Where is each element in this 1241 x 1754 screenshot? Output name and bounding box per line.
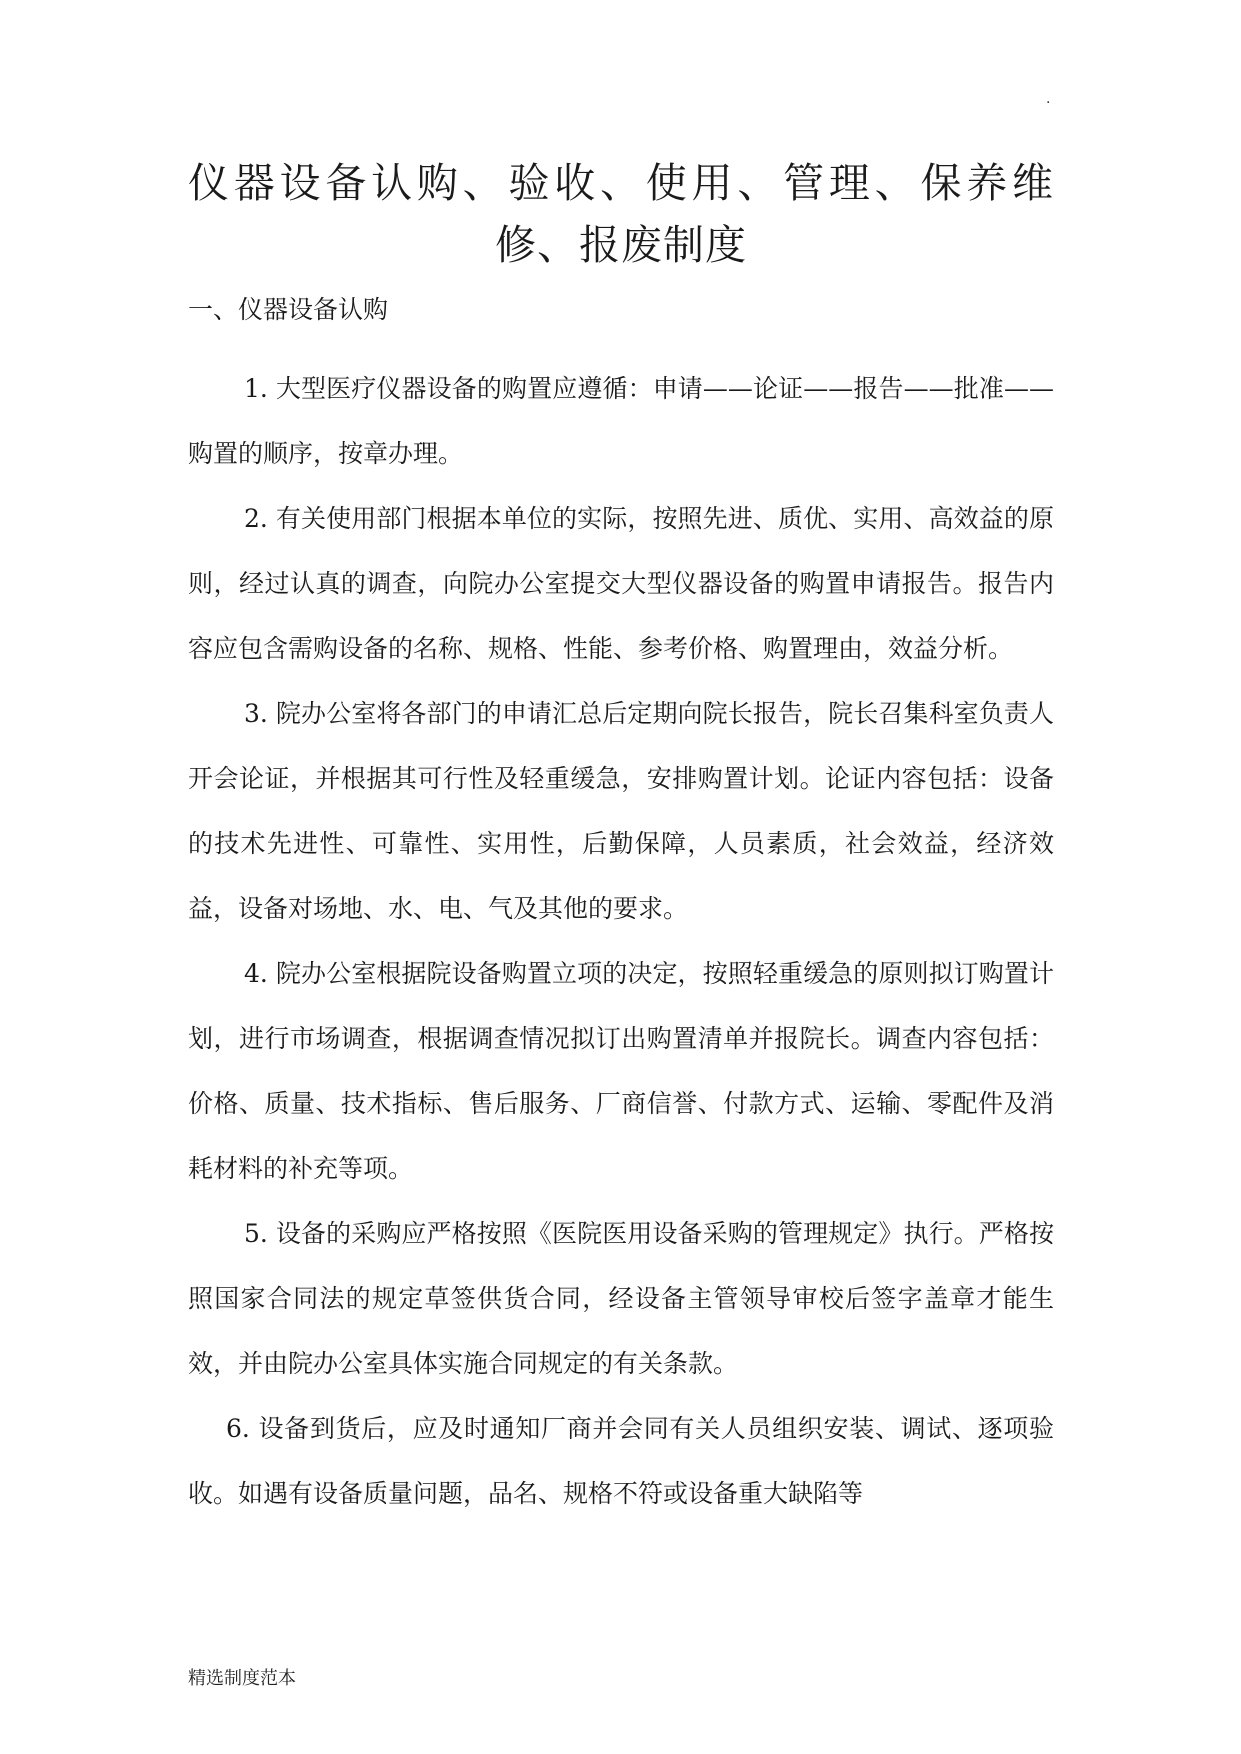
paragraph-4: 4. 院办公室根据院设备购置立项的决定，按照轻重缓急的原则拟订购置计划，进行市场调查，根据调查情况拟订出购置清单并报院长。调查内容包括：价格、质量、技术指标、售后服务、厂商信誉、付款方式、运输、零配件及消耗材料的补充等项。 xyxy=(188,959,1054,1183)
paragraph-1: 1. 大型医疗仪器设备的购置应遵循：申请——论证——报告——批准——购置的顺序，按章办理。 xyxy=(188,374,1054,468)
section-heading: 一、仪器设备认购 xyxy=(188,295,389,324)
document-body xyxy=(188,356,1054,1526)
paragraph-6: 6. 设备到货后，应及时通知厂商并会同有关人员组织安装、调试、逐项验收。如遇有设备质量问题，品名、规格不符或设备重大缺陷等 xyxy=(188,1414,1054,1508)
corner-mark: . xyxy=(1046,91,1051,107)
title-line-2: 修、报废制度 xyxy=(495,221,747,269)
page-footer: 精选制度范本 xyxy=(188,1668,296,1689)
paragraph-3: 3. 院办公室将各部门的申请汇总后定期向院长报告，院长召集科室负责人开会论证，并根据其可行性及轻重缓急，安排购置计划。论证内容包括：设备的技术先进性、可靠性、实用性，后勤保障，人员素质，社会效益，经济效益，设备对场地、水、电、气及其他的要求。 xyxy=(188,699,1054,923)
document-title xyxy=(188,152,1054,276)
paragraph-5: 5. 设备的采购应严格按照《医院医用设备采购的管理规定》执行。严格按照国家合同法的规定草签供货合同，经设备主管领导审校后签字盖章才能生效，并由院办公室具体实施合同规定的有关条款。 xyxy=(188,1219,1054,1378)
title-line-1: 仪器设备认购、验收、使用、管理、保养维 xyxy=(188,159,1054,207)
paragraph-2: 2. 有关使用部门根据本单位的实际，按照先进、质优、实用、高效益的原则，经过认真的调查，向院办公室提交大型仪器设备的购置申请报告。报告内容应包含需购设备的名称、规格、性能、参考价格、购置理由，效益分析。 xyxy=(188,504,1054,663)
